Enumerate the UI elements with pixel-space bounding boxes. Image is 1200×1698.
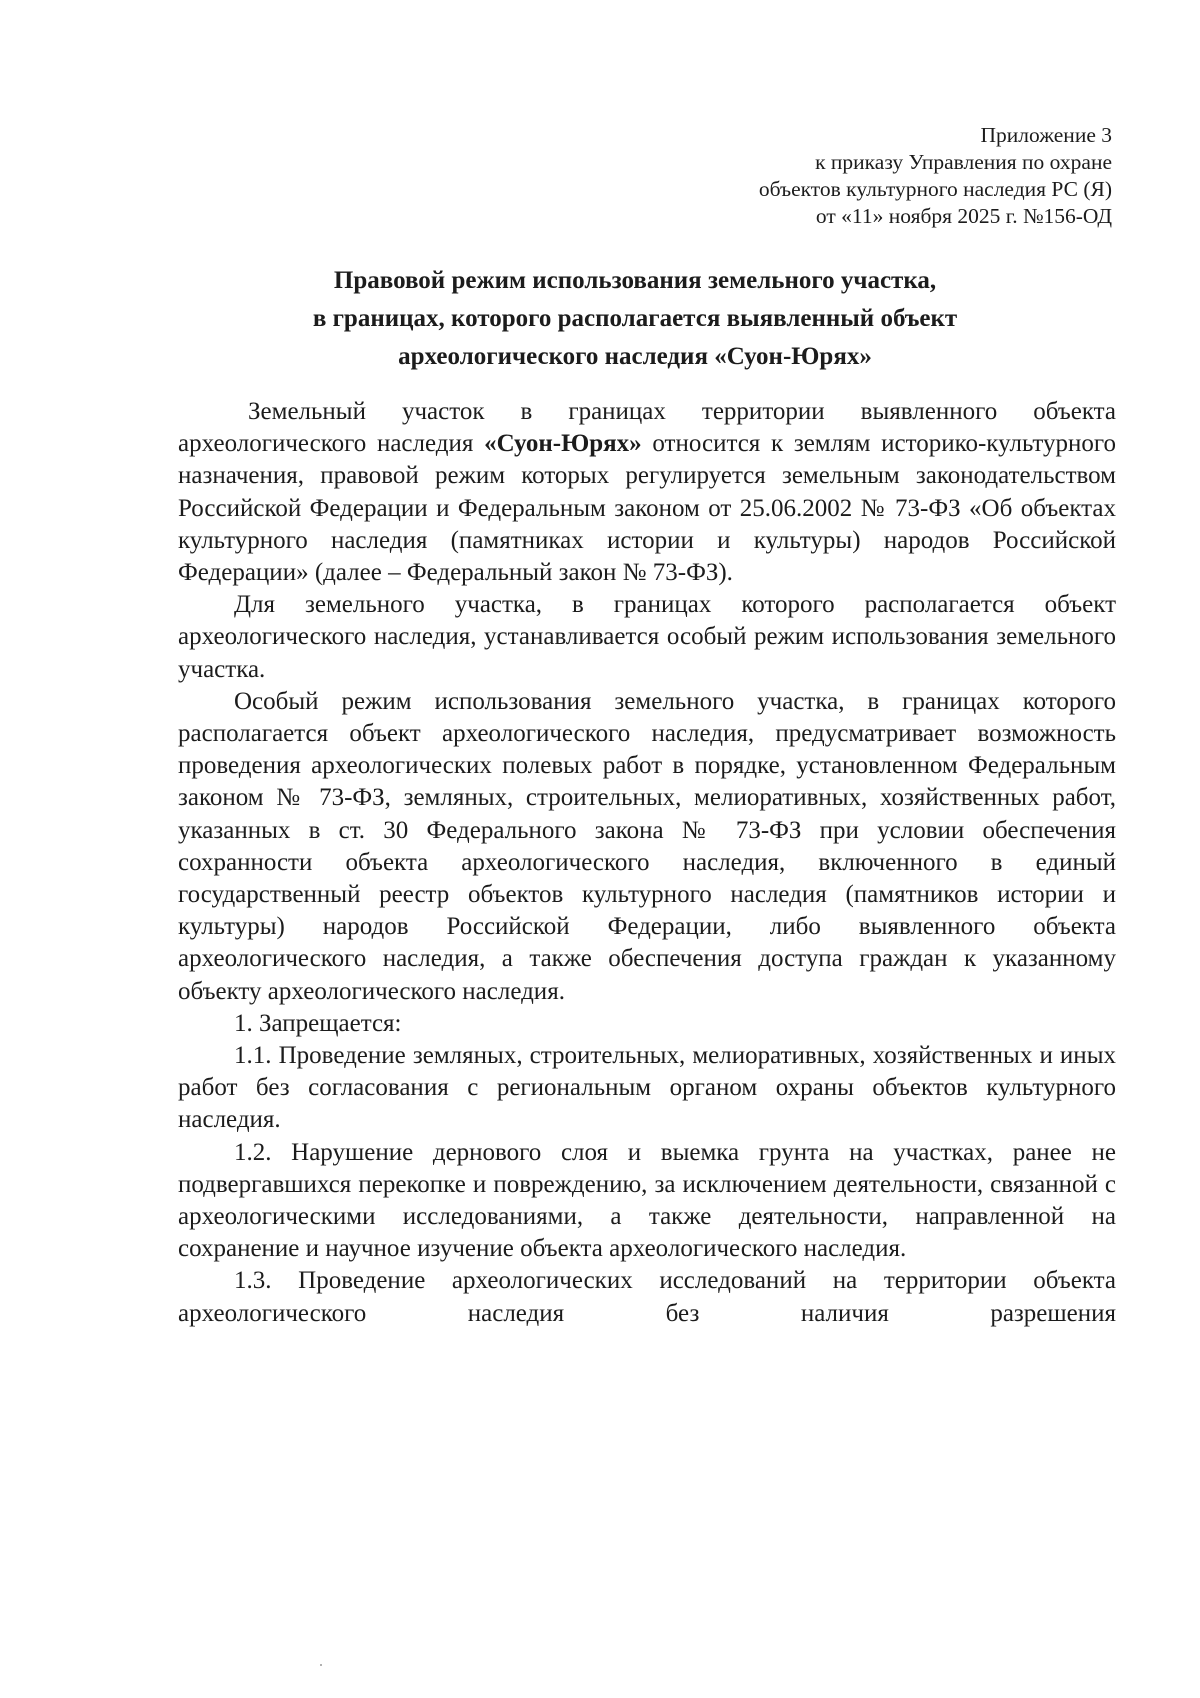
paragraph-1-text-start: Земельный участок в границах территории выявленного объекта археологического наследия xyxy=(178,398,1116,458)
prohibition-1-1: 1.1. Проведение земляных, строительных, мелиоративных, хозяйственных и иных работ без согласования с региональным органом охраны объектов культурного наследия. xyxy=(178,1042,1116,1134)
prohibition-1-2: 1.2. Нарушение дернового слоя и выемка грунта на участках, ранее не подвергавшихся перекопке и повреждению, за исключением деятельности, связанной с археологическими исследованиями, а также деятельности, направленной на сохранение и научное изучение объекта археологического наследия. xyxy=(178,1138,1116,1263)
paragraph-regime-details: Особый режим использования земельного участка, в границах которого располагается объект археологического наследия, предусматривает возможность проведения археологических полевых работ в порядке, установленном Федеральным законом № 73-ФЗ, земляных, строительных, мелиоративных, хозяйственных работ, указанных в ст. 30 Федерального закона № 73-ФЗ при условии обеспечения сохранности объекта археологического наследия, включенного в единый государственный реестр объектов культурного наследия (памятников истории и культуры) народов Российской Федерации, либо выявленного объекта археологического наследия, а также обеспечения доступа граждан к указанному объекту археологического наследия. xyxy=(178,687,1116,1005)
paragraph-land-category xyxy=(178,396,1116,589)
appendix-authority: объектов культурного наследия РС (Я) xyxy=(758,177,1112,201)
title-line-1: Правовой режим использования земельного участка, xyxy=(333,267,937,294)
appendix-date: от «11» ноября 2025 г. №156-ОД xyxy=(815,204,1112,228)
appendix-header xyxy=(592,122,1112,230)
paragraph-special-regime: Для земельного участка, в границах которого располагается объект археологического наследия, устанавливается особый режим использования земельного участка. xyxy=(178,591,1116,683)
document-title xyxy=(160,262,1110,376)
appendix-order-ref: к приказу Управления по охране xyxy=(815,150,1112,174)
title-line-3: археологического наследия «Суон-Юрях» xyxy=(398,343,872,370)
scan-speck xyxy=(320,1664,322,1666)
title-line-2: в границах, которого располагается выявленный объект xyxy=(312,305,958,332)
appendix-number: Приложение 3 xyxy=(980,123,1112,147)
prohibitions-heading: 1. Запрещается: xyxy=(234,1009,402,1037)
paragraph-1-text-end: относится к землям историко-культурного назначения, правовой режим которых регулируется земельным законодательством Российской Федерации и Федеральным законом от 25.06.2002 № 73-ФЗ «Об объектах культурного наследия (памятниках истории и культуры) народов Российской Федерации» (далее – Федеральный закон № 73-ФЗ). xyxy=(178,430,1116,587)
document-body xyxy=(178,396,1116,1330)
site-name: «Суон-Юрях» xyxy=(484,430,642,458)
prohibition-1-3: 1.3. Проведение археологических исследований на территории объекта археологического наследия без наличия разрешения xyxy=(178,1267,1116,1327)
